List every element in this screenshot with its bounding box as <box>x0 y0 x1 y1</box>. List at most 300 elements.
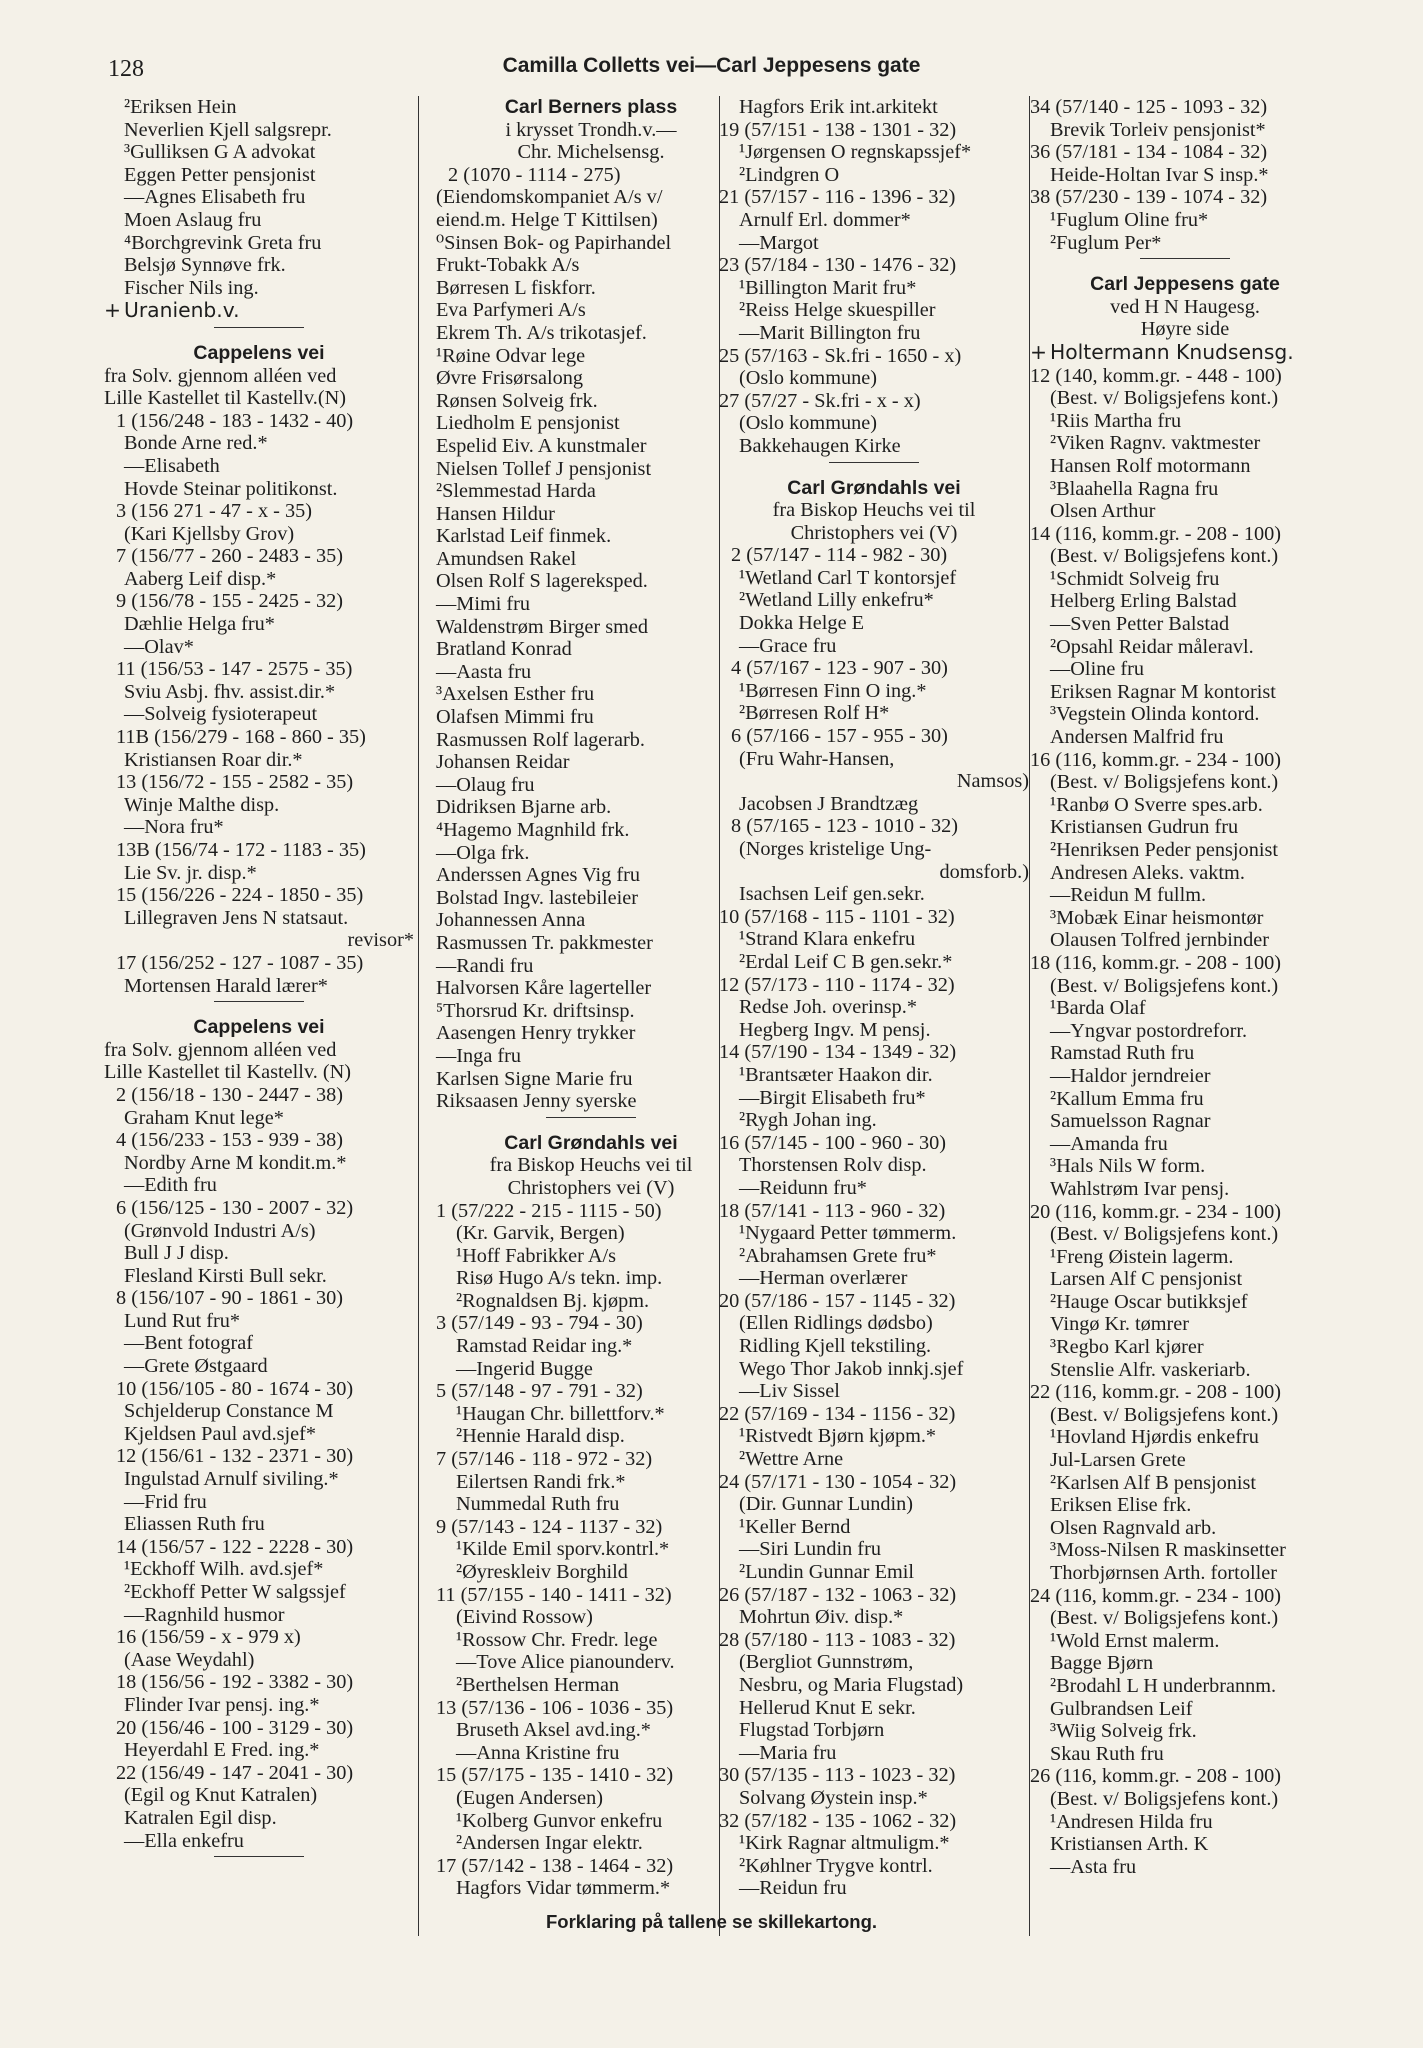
directory-line: ²Berthelsen Herman <box>456 1673 620 1696</box>
directory-line: ²Hennie Harald disp. <box>456 1425 625 1448</box>
directory-line: —Elisabeth <box>124 454 220 477</box>
directory-line: (Eiendomskompaniet A/s v/ <box>436 186 663 209</box>
directory-line: Eilertsen Randi frk.* <box>456 1470 626 1493</box>
directory-line: ¹Barda Olaf <box>1050 997 1146 1020</box>
directory-line: —Amanda fru <box>1050 1132 1168 1155</box>
directory-line: —Olga frk. <box>436 841 530 864</box>
directory-line: (Fru Wahr-Hansen, <box>739 747 895 770</box>
directory-line: 3 (57/149 - 93 - 794 - 30) <box>436 1312 643 1335</box>
directory-line: Bruseth Aksel avd.ing.* <box>456 1719 651 1742</box>
directory-line: Lillegraven Jens N statsaut. <box>124 906 349 929</box>
directory-line: 8 (57/165 - 123 - 1010 - 32) <box>731 815 959 838</box>
directory-line: 16 (57/145 - 100 - 960 - 30) <box>719 1131 947 1154</box>
directory-line: 30 (57/135 - 113 - 1023 - 32) <box>719 1764 956 1787</box>
directory-line: fra Biskop Heuchs vei til <box>489 1154 693 1177</box>
directory-line: 15 (57/175 - 135 - 1410 - 32) <box>436 1764 674 1787</box>
cross-street-label: Holtermann Knudsensg. <box>1050 339 1294 364</box>
directory-line: Dokka Helge E <box>739 612 865 635</box>
directory-line: ¹Riis Martha fru <box>1050 409 1182 432</box>
directory-line: ¹Ristvedt Bjørn kjøpm.* <box>739 1425 937 1448</box>
directory-line: (Norges kristelige Ung- <box>739 838 932 860</box>
directory-line: ²Wettre Arne <box>739 1448 844 1471</box>
directory-line: 12 (57/173 - 110 - 1174 - 32) <box>719 973 955 996</box>
directory-line: ¹Keller Bernd <box>739 1515 851 1538</box>
directory-line: 1 (57/222 - 215 - 1115 - 50) <box>436 1199 662 1222</box>
directory-line: Graham Knut lege* <box>124 1106 284 1129</box>
directory-line: 2 (156/18 - 130 - 2447 - 38) <box>116 1083 344 1106</box>
directory-line: (Best. v/ Boligsjefens kont.) <box>1050 387 1279 410</box>
directory-line: 26 (116, komm.gr. - 208 - 100) <box>1030 1765 1282 1788</box>
directory-line: ²Karlsen Alf B pensjonist <box>1050 1471 1257 1494</box>
directory-line: —Inga fru <box>436 1044 522 1067</box>
directory-line: —Oline fru <box>1050 658 1145 681</box>
directory-line: ¹Haugan Chr. billettforv.* <box>456 1402 665 1425</box>
directory-line: ¹Kolberg Gunvor enkefru <box>456 1809 663 1832</box>
directory-line: 15 (156/226 - 224 - 1850 - 35) <box>116 884 364 907</box>
directory-line: 9 (57/143 - 124 - 1137 - 32) <box>436 1515 663 1538</box>
street-heading: Carl Berners plass <box>504 96 678 118</box>
directory-line: Nielsen Tollef J pensjonist <box>436 457 652 480</box>
directory-line: Bratland Konrad <box>436 638 572 661</box>
directory-line: 36 (57/181 - 134 - 1084 - 32) <box>1030 141 1268 164</box>
directory-line: ³Gulliksen G A advokat <box>124 141 316 164</box>
directory-line: (Aase Weydahl) <box>124 1648 255 1671</box>
directory-line: —Olaug fru <box>436 773 535 796</box>
directory-line: ²Reiss Helge skuespiller <box>739 299 936 322</box>
directory-line: Hovde Steinar politikonst. <box>124 477 338 500</box>
directory-line: Schjelderup Constance M <box>124 1400 334 1423</box>
directory-line: —Edith fru <box>124 1174 217 1197</box>
directory-line: —Marit Billington fru <box>739 321 921 344</box>
directory-line: Andresen Aleks. vaktm. <box>1050 861 1245 884</box>
directory-line: ¹Nygaard Petter tømmerm. <box>739 1222 957 1245</box>
directory-line: Hegberg Ingv. M pensj. <box>739 1018 931 1041</box>
directory-line: Espelid Eiv. A kunstmaler <box>436 434 647 457</box>
directory-line: 17 (156/252 - 127 - 1087 - 35) <box>116 951 364 974</box>
directory-line: ¹Brantsæter Haakon dir. <box>739 1063 933 1086</box>
directory-line: Johannessen Anna <box>436 909 586 932</box>
directory-line: ¹Eckhoff Wilh. avd.sjef* <box>124 1558 324 1581</box>
directory-line: (Best. v/ Boligsjefens kont.) <box>1050 1223 1279 1246</box>
directory-line: Olausen Tolfred jernbinder <box>1050 929 1269 952</box>
directory-line: Bolstad Ingv. lastebileier <box>436 886 639 909</box>
directory-line: Gulbrandsen Leif <box>1050 1697 1193 1720</box>
directory-line: —Grete Østgaard <box>124 1355 268 1378</box>
directory-line: Karlsen Signe Marie fru <box>436 1067 633 1090</box>
directory-line: ³Axelsen Esther fru <box>436 683 595 706</box>
directory-line: Thorstensen Rolv disp. <box>739 1154 927 1177</box>
directory-line: Eggen Petter pensjonist <box>124 163 316 186</box>
directory-line: ⁴Hagemo Magnhild frk. <box>436 819 630 841</box>
directory-line: 4 (57/167 - 123 - 907 - 30) <box>731 657 948 680</box>
directory-column-3 <box>719 96 1029 1900</box>
directory-line: (Bergliot Gunnstrøm, <box>739 1651 914 1674</box>
directory-line: ²Henriksen Peder pensjonist <box>1050 839 1279 861</box>
directory-line: ²Børresen Rolf H* <box>739 702 890 725</box>
directory-line: ²Viken Ragnv. vaktmester <box>1050 432 1261 455</box>
directory-line: —Haldor jerndreier <box>1050 1064 1211 1087</box>
directory-line: Lille Kastellet til Kastellv.(N) <box>104 387 346 410</box>
directory-line: Ramstad Reidar ing.* <box>456 1335 633 1358</box>
directory-line: —Anna Kristine fru <box>456 1741 620 1764</box>
directory-line: Olsen Ragnvald arb. <box>1050 1516 1217 1539</box>
directory-line: Ramstad Ruth fru <box>1050 1042 1195 1065</box>
directory-line: ³Blaahella Ragna fru <box>1050 477 1219 500</box>
directory-line: Kristiansen Roar dir.* <box>124 748 303 771</box>
directory-line: 9 (156/78 - 155 - 2425 - 32) <box>116 590 344 613</box>
directory-line: (Oslo kommune) <box>739 412 878 435</box>
directory-line: Bagge Bjørn <box>1050 1652 1154 1675</box>
directory-line: ³Wiig Solveig frk. <box>1050 1720 1197 1743</box>
directory-line: Fischer Nils ing. <box>124 276 259 299</box>
directory-line: ²Kallum Emma fru <box>1050 1087 1204 1110</box>
directory-line: 20 (57/186 - 157 - 1145 - 32) <box>719 1289 956 1312</box>
directory-line: Eva Parfymeri A/s <box>436 299 586 322</box>
directory-line: —Herman overlærer <box>739 1267 908 1290</box>
directory-line: Katralen Egil disp. <box>124 1806 277 1829</box>
directory-line <box>1030 339 1294 364</box>
directory-line: 28 (57/180 - 113 - 1083 - 32) <box>719 1628 956 1651</box>
directory-line: Karlstad Leif finmek. <box>436 525 612 548</box>
directory-line: Hansen Hildur <box>436 502 555 525</box>
directory-line: Eliassen Ruth fru <box>124 1513 265 1536</box>
directory-line: —Mimi fru <box>436 593 531 616</box>
directory-line: (Oslo kommune) <box>739 367 878 390</box>
directory-line: (Best. v/ Boligsjefens kont.) <box>1050 1787 1279 1810</box>
directory-line: 23 (57/184 - 130 - 1476 - 32) <box>719 254 957 277</box>
directory-line: Amundsen Rakel <box>436 547 577 570</box>
directory-line: Mortensen Harald lærer* <box>124 974 328 997</box>
directory-line: ²Fuglum Per* <box>1050 231 1162 254</box>
directory-line: Didriksen Bjarne arb. <box>436 796 612 819</box>
directory-line: (Eivind Rossow) <box>456 1606 593 1629</box>
directory-line: —Ingerid Bugge <box>456 1357 593 1380</box>
directory-line: —Sven Petter Balstad <box>1050 613 1230 636</box>
directory-column-1 <box>104 96 414 1859</box>
directory-line: Lille Kastellet til Kastellv. (N) <box>104 1061 352 1084</box>
directory-line: ¹Strand Klara enkefru <box>739 928 916 951</box>
directory-line: Risø Hugo A/s tekn. imp. <box>456 1267 663 1290</box>
directory-line: 38 (57/230 - 139 - 1074 - 32) <box>1030 186 1268 209</box>
directory-line: Wahlstrøm Ivar pensj. <box>1050 1177 1230 1200</box>
directory-line: Dæhlie Helga fru* <box>124 613 275 636</box>
directory-line: (Best. v/ Boligsjefens kont.) <box>1050 545 1279 568</box>
directory-line: Hagfors Erik int.arkitekt <box>739 96 938 118</box>
directory-line: 11 (57/155 - 140 - 1411 - 32) <box>436 1583 672 1606</box>
directory-line: —Siri Lundin fru <box>739 1538 881 1561</box>
directory-line: 3 (156 271 - 47 - x - 35) <box>116 500 313 523</box>
directory-line: 18 (57/141 - 113 - 960 - 32) <box>719 1199 946 1222</box>
directory-line: (Best. v/ Boligsjefens kont.) <box>1050 1403 1279 1426</box>
directory-line: Lie Sv. jr. disp.* <box>124 861 257 884</box>
directory-line: Jacobsen J Brandtzæg <box>739 792 919 815</box>
directory-line: Høyre side <box>1140 318 1230 341</box>
directory-line: (Grønvold Industri A/s) <box>124 1219 316 1242</box>
directory-line: 5 (57/148 - 97 - 791 - 32) <box>436 1380 643 1403</box>
directory-line: fra Solv. gjennom alléen ved <box>104 364 337 387</box>
directory-line: —Nora fru* <box>124 816 224 839</box>
directory-line: Anderssen Agnes Vig fru <box>436 864 641 887</box>
directory-line: Flesland Kirsti Bull sekr. <box>124 1264 327 1287</box>
directory-line: Flinder Ivar pensj. ing.* <box>124 1693 320 1716</box>
directory-line: ²Lindgren O <box>739 163 840 186</box>
directory-line: 32 (57/182 - 135 - 1062 - 32) <box>719 1809 957 1832</box>
directory-line: Chr. Michelsensg. <box>517 141 665 164</box>
directory-line: (Egil og Knut Katralen) <box>124 1784 318 1807</box>
directory-line: ¹Hoff Fabrikker A/s <box>456 1244 617 1267</box>
directory-line: 8 (156/107 - 90 - 1861 - 30) <box>116 1287 344 1310</box>
directory-line: Christophers vei (V) <box>507 1176 675 1199</box>
directory-line: ²Rygh Johan ing. <box>739 1109 877 1132</box>
section-rule <box>214 1001 304 1002</box>
directory-line: Olsen Arthur <box>1050 500 1156 523</box>
directory-line: Rasmussen Tr. pakkmester <box>436 931 653 954</box>
directory-line: 13 (156/72 - 155 - 2582 - 35) <box>116 771 354 794</box>
directory-line: Heyerdahl E Fred. ing.* <box>124 1739 320 1762</box>
directory-line: ³Regbo Karl kjører <box>1050 1336 1204 1359</box>
directory-line: —Aasta fru <box>436 660 532 683</box>
directory-line: Jul-Larsen Grete <box>1050 1449 1186 1472</box>
directory-line: Heide-Holtan Ivar S insp.* <box>1050 163 1269 186</box>
directory-line: 16 (156/59 - x - 979 x) <box>116 1626 301 1649</box>
section-rule <box>546 1117 636 1118</box>
directory-line: ved H N Haugesg. <box>1110 295 1260 318</box>
directory-line: 2 (57/147 - 114 - 982 - 30) <box>731 544 948 567</box>
directory-line: ²Eckhoff Petter W salgssjef <box>124 1581 346 1603</box>
directory-line: ¹Billington Marit fru* <box>739 276 917 299</box>
directory-line: 20 (116, komm.gr. - 234 - 100) <box>1030 1200 1282 1223</box>
directory-line: Børresen L fiskforr. <box>436 276 596 299</box>
directory-line: Mohrtun Øiv. disp.* <box>739 1606 904 1629</box>
street-heading: Cappelens vei <box>193 1016 325 1039</box>
directory-line: Aaberg Leif disp.* <box>124 567 277 590</box>
column-divider <box>418 96 419 1936</box>
directory-line: 22 (116, komm.gr. - 208 - 100) <box>1030 1381 1282 1404</box>
directory-line: Olsen Rolf S lagereksped. <box>436 570 648 593</box>
directory-line: —Agnes Elisabeth fru <box>124 186 306 209</box>
street-heading: Cappelens vei <box>193 341 325 364</box>
directory-line: Kristiansen Gudrun fru <box>1050 816 1239 839</box>
directory-line: 22 (57/169 - 134 - 1156 - 32) <box>719 1402 956 1425</box>
directory-line: (Best. v/ Boligsjefens kont.) <box>1050 1607 1279 1630</box>
directory-line: Nordby Arne M kondit.m.* <box>124 1151 347 1174</box>
directory-line: 22 (156/49 - 147 - 2041 - 30) <box>116 1761 354 1784</box>
directory-line: Larsen Alf C pensjonist <box>1050 1268 1243 1291</box>
directory-line: Vingø Kr. tømrer <box>1050 1313 1190 1336</box>
directory-line: ²Køhlner Trygve kontrl. <box>739 1854 933 1877</box>
directory-line: ²Opsahl Reidar måleravl. <box>1050 635 1254 658</box>
directory-line: 11 (156/53 - 147 - 2575 - 35) <box>116 658 353 681</box>
directory-line: 7 (156/77 - 260 - 2483 - 35) <box>116 545 344 568</box>
directory-line: Halvorsen Kåre lagerteller <box>436 977 652 1000</box>
section-rule <box>1140 258 1230 259</box>
section-rule <box>214 327 304 328</box>
directory-line: —Birgit Elisabeth fru* <box>739 1086 926 1109</box>
directory-line: Waldenstrøm Birger smed <box>436 615 649 638</box>
directory-line <box>104 298 240 323</box>
directory-line: revisor* <box>347 929 414 952</box>
directory-line: ²Rognaldsen Bj. kjøpm. <box>456 1289 650 1312</box>
footnote: Forklaring på tallene se skillekartong. <box>545 1911 878 1932</box>
directory-line: Riksaasen Jenny syerske <box>436 1090 637 1113</box>
directory-line: domsforb.) <box>939 860 1029 883</box>
directory-line: 13B (156/74 - 172 - 1183 - 35) <box>116 839 366 861</box>
directory-line: ¹Wold Ernst malerm. <box>1050 1629 1220 1652</box>
directory-line: 7 (57/146 - 118 - 972 - 32) <box>436 1448 653 1471</box>
directory-line: Frukt-Tobakk A/s <box>436 254 580 277</box>
directory-line: Rasmussen Rolf lagerarb. <box>436 728 645 751</box>
directory-line: Hagfors Vidar tømmerm.* <box>456 1877 671 1900</box>
directory-line: Namsos) <box>956 770 1029 793</box>
directory-line: Sviu Asbj. fhv. assist.dir.* <box>124 680 336 703</box>
directory-line: ³Mobæk Einar heismontør <box>1050 906 1264 929</box>
directory-line: 24 (57/171 - 130 - 1054 - 32) <box>719 1470 957 1493</box>
directory-line: Belsjø Synnøve frk. <box>124 254 286 277</box>
section-rule <box>214 1856 304 1857</box>
directory-line: Øvre Frisørsalong <box>436 367 584 390</box>
directory-line: 14 (57/190 - 134 - 1349 - 32) <box>719 1041 957 1064</box>
directory-line: 34 (57/140 - 125 - 1093 - 32) <box>1030 96 1268 118</box>
directory-line: —Olav* <box>124 635 194 658</box>
directory-line: Nummedal Ruth fru <box>456 1493 620 1516</box>
directory-line: Stenslie Alfr. vaskeriarb. <box>1050 1358 1251 1381</box>
directory-line: Wego Thor Jakob innkj.sjef <box>739 1357 964 1380</box>
directory-line: Flugstad Torbjørn <box>739 1719 885 1742</box>
directory-line: Aasengen Henry trykker <box>436 1022 636 1045</box>
directory-line: Ingulstad Arnulf siviling.* <box>124 1468 339 1491</box>
directory-line: ⁵Thorsrud Kr. driftsinsp. <box>436 999 635 1022</box>
street-heading: Carl Jeppesens gate <box>1090 273 1280 296</box>
directory-line: ¹Wetland Carl T kontorsjef <box>739 566 957 589</box>
page-number: 128 <box>108 56 144 82</box>
directory-line: ²Hauge Oscar butikksjef <box>1050 1290 1248 1313</box>
directory-line: Redse Joh. overinsp.* <box>739 996 918 1019</box>
directory-line: Isachsen Leif gen.sekr. <box>739 883 925 906</box>
cross-street-marker: + <box>104 298 121 323</box>
directory-line: 27 (57/27 - Sk.fri - x - x) <box>719 389 921 412</box>
directory-line: Solvang Øystein insp.* <box>739 1786 928 1809</box>
directory-line: —Randi fru <box>436 954 534 977</box>
directory-line: —Asta fru <box>1050 1855 1137 1878</box>
directory-line: ¹Børresen Finn O ing.* <box>739 679 927 702</box>
directory-line: ¹Røine Odvar lege <box>436 344 586 367</box>
directory-line: 14 (156/57 - 122 - 2228 - 30) <box>116 1535 354 1558</box>
directory-line: ⁴Borchgrevink Greta fru <box>124 231 322 254</box>
directory-line: ¹Schmidt Solveig fru <box>1050 567 1220 590</box>
directory-line: ²Eriksen Hein <box>124 96 237 118</box>
directory-line: —Bent fotograf <box>124 1332 253 1355</box>
directory-line: ¹Fuglum Oline fru* <box>1050 208 1209 231</box>
directory-line: 18 (116, komm.gr. - 208 - 100) <box>1030 951 1282 974</box>
directory-line: 6 (156/125 - 130 - 2007 - 32) <box>116 1196 354 1219</box>
directory-line: 18 (156/56 - 192 - 3382 - 30) <box>116 1671 354 1694</box>
directory-line: 26 (57/187 - 132 - 1063 - 32) <box>719 1583 957 1606</box>
directory-line: Kjeldsen Paul avd.sjef* <box>124 1422 317 1445</box>
directory-line: Ekrem Th. A/s trikotasjef. <box>436 321 647 344</box>
cross-street-label: Uranienb.v. <box>124 298 240 323</box>
directory-line: ¹Rossow Chr. Fredr. lege <box>456 1628 658 1651</box>
directory-line: ³Hals Nils W form. <box>1050 1155 1206 1178</box>
directory-line: ²Andersen Ingar elektr. <box>456 1832 643 1855</box>
directory-line: ³Moss-Nilsen R maskinsetter <box>1050 1539 1286 1562</box>
directory-line: Bonde Arne red.* <box>124 432 268 455</box>
directory-line: —Reidunn fru* <box>739 1176 867 1199</box>
directory-line: (Dir. Gunnar Lundin) <box>739 1493 914 1516</box>
directory-line: 11B (156/279 - 168 - 860 - 35) <box>116 726 366 749</box>
directory-line: Helberg Erling Balstad <box>1050 590 1237 613</box>
directory-line: (Best. v/ Boligsjefens kont.) <box>1050 974 1279 997</box>
directory-line: Winje Malthe disp. <box>124 793 280 816</box>
directory-line: Samuelsson Ragnar <box>1050 1110 1211 1133</box>
directory-line: Olafsen Mimmi fru <box>436 706 594 729</box>
directory-line: Bull J J disp. <box>124 1242 229 1265</box>
directory-line: Moen Aslaug fru <box>124 208 262 231</box>
directory-line: Nesbru, og Maria Flugstad) <box>739 1673 964 1696</box>
directory-line: Liedholm E pensjonist <box>436 412 620 435</box>
directory-column-2 <box>436 96 746 1900</box>
directory-line: 6 (57/166 - 157 - 955 - 30) <box>731 725 948 748</box>
directory-line: Hellerud Knut E sekr. <box>739 1696 916 1719</box>
directory-line: 10 (57/168 - 115 - 1101 - 32) <box>719 905 955 928</box>
street-heading: Carl Grøndahls vei <box>504 1131 678 1154</box>
directory-line: 2 (1070 - 1114 - 275) <box>448 163 621 186</box>
directory-line: —Grace fru <box>739 634 837 657</box>
directory-line: —Ella enkefru <box>124 1829 244 1852</box>
directory-line: ²Wetland Lilly enkefru* <box>739 589 934 612</box>
directory-line: 1 (156/248 - 183 - 1432 - 40) <box>116 409 354 432</box>
directory-line: —Frid fru <box>124 1490 207 1513</box>
directory-line: (Ellen Ridlings dødsbo) <box>739 1312 933 1335</box>
directory-line: —Tove Alice pianounderv. <box>456 1651 675 1674</box>
directory-line: 24 (116, komm.gr. - 234 - 100) <box>1030 1584 1282 1607</box>
directory-line: Eriksen Ragnar M kontorist <box>1050 680 1276 703</box>
directory-line: ¹Hovland Hjørdis enkefru <box>1050 1426 1259 1449</box>
directory-line: ²Abrahamsen Grete fru* <box>739 1244 937 1267</box>
directory-line: —Reidun M fullm. <box>1050 884 1207 907</box>
directory-line: 25 (57/163 - Sk.fri - 1650 - x) <box>719 344 962 367</box>
directory-column-4 <box>1030 96 1340 1878</box>
directory-line: ²Lundin Gunnar Emil <box>739 1561 915 1583</box>
directory-line: Skau Ruth fru <box>1050 1742 1164 1765</box>
directory-line: Lund Rut fru* <box>124 1309 241 1332</box>
directory-line: Rønsen Solveig frk. <box>436 389 598 412</box>
directory-line: eiend.m. Helge T Kittilsen) <box>436 208 658 231</box>
directory-line: ¹Kilde Emil sporv.kontrl.* <box>456 1538 670 1561</box>
directory-line: Brevik Torleiv pensjonist* <box>1050 118 1266 141</box>
directory-line: Andersen Malfrid fru <box>1050 726 1224 749</box>
directory-line: ¹Freng Øistein lagerm. <box>1050 1245 1234 1268</box>
directory-line: 13 (57/136 - 106 - 1036 - 35) <box>436 1696 674 1719</box>
directory-line: ³Vegstein Olinda kontord. <box>1050 703 1260 726</box>
running-head: Camilla Colletts vei—Carl Jeppesens gate <box>502 54 921 77</box>
directory-line: —Maria fru <box>739 1741 837 1764</box>
directory-line: 4 (156/233 - 153 - 939 - 38) <box>116 1129 344 1152</box>
directory-line: 14 (116, komm.gr. - 208 - 100) <box>1030 522 1282 545</box>
directory-line: fra Solv. gjennom alléen ved <box>104 1038 337 1061</box>
directory-line: (Kari Kjellsby Grov) <box>124 522 295 545</box>
directory-line: (Eugen Andersen) <box>456 1786 603 1809</box>
directory-line: 16 (116, komm.gr. - 234 - 100) <box>1030 748 1282 771</box>
directory-line: Eriksen Elise frk. <box>1050 1494 1192 1517</box>
directory-line: Arnulf Erl. dommer* <box>739 208 911 231</box>
section-rule <box>829 462 919 463</box>
directory-line: ¹Andresen Hilda fru <box>1050 1810 1213 1833</box>
directory-line: (Best. v/ Boligsjefens kont.) <box>1050 771 1279 794</box>
directory-line: ²Øyreskleiv Borghild <box>456 1561 628 1583</box>
directory-line: (Kr. Garvik, Bergen) <box>456 1222 625 1245</box>
directory-line: Bakkehaugen Kirke <box>739 434 901 457</box>
directory-line: Hansen Rolf motormann <box>1050 454 1251 477</box>
